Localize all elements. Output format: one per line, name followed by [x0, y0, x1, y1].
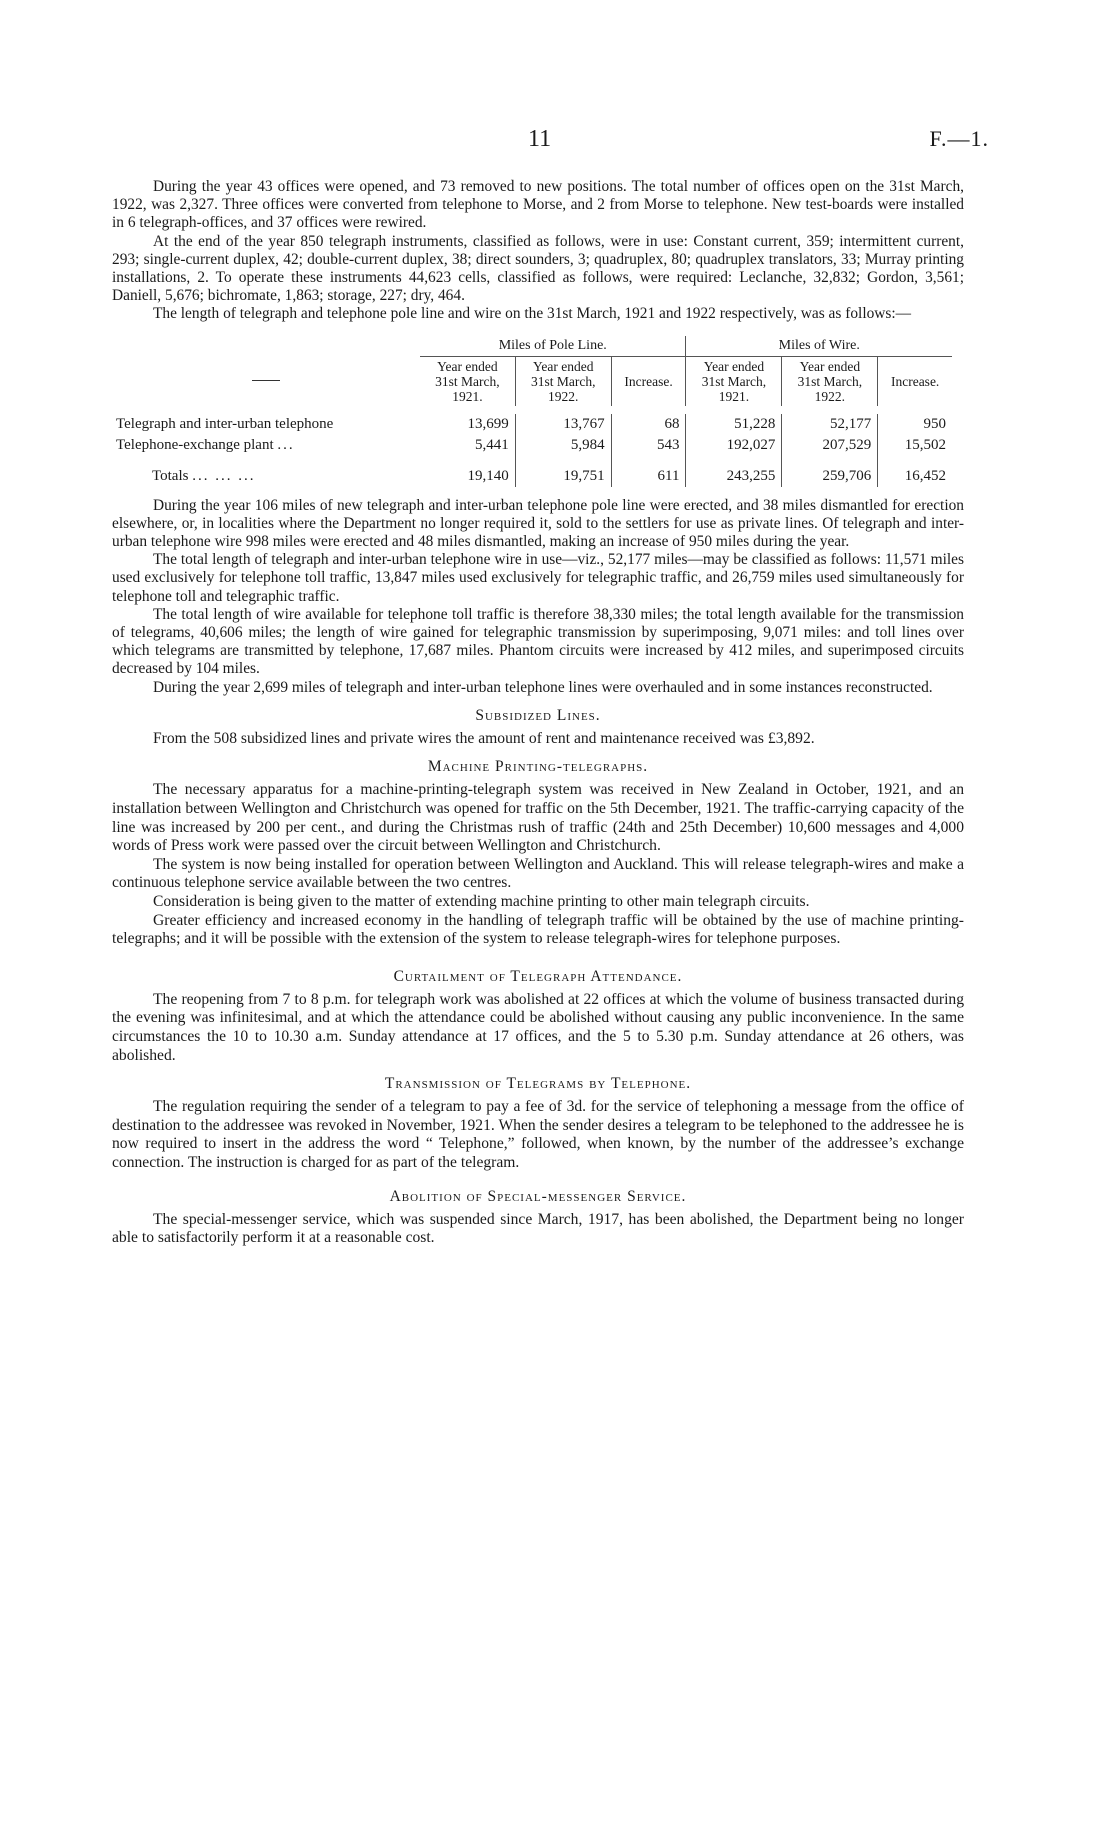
- totals-label: Totals ... ... ...: [152, 467, 256, 484]
- paragraph-new-lines: During the year 106 miles of new telegraph and inter-urban telephone pole line were erected, and 38 miles dismantled for erection elsewhere, or, in localities where the Department no longer required it, sold to the settlers for use as private lines. Of telegraph and inter-urban telephone wire 998 miles were erected and 48 miles dismantled, making an increase of 950 miles during the year.: [112, 496, 964, 551]
- table-row: [112, 435, 952, 456]
- paragraph-toll-traffic: The total length of wire available for telephone toll traffic is therefore 38,330 miles; the total length available for the transmission of telegrams, 40,606 miles; the length of wire gained for telegraphic transmission by superimposing, 9,071 miles: and toll lines over which telegrams are transmitted by telephone, 17,687 miles. Phantom circuits were increased by 412 miles, and superimposed circuits decreased by 104 miles.: [112, 605, 964, 678]
- row-label: Telephone-exchange plant ...: [116, 436, 295, 453]
- col-header-wire-1921: Year ended 31st March, 1921.: [686, 356, 782, 406]
- paragraph-machine-installation: The system is now being installed for operation between Wellington and Auckland. This will release telegraph-wires and make a continuous telephone service available between the two centres.: [112, 855, 964, 892]
- paragraph-overhauled: During the year 2,699 miles of telegraph and inter-urban telephone lines were overhauled and in some instances reconstructed.: [153, 678, 933, 696]
- row-label: Telegraph and inter-urban telephone: [116, 415, 334, 432]
- total-pole-1922: 19,751: [515, 456, 611, 487]
- page-header: [0, 126, 1114, 156]
- table-totals-row: [112, 456, 952, 487]
- group-header-pole-line: Miles of Pole Line.: [420, 336, 686, 357]
- paragraph-subsidized: From the 508 subsidized lines and private wires the amount of rent and maintenance received was £3,892.: [153, 729, 815, 747]
- document-code: F.—1.: [929, 126, 989, 151]
- cell-wire-1922: 52,177: [782, 414, 878, 435]
- heading-curtailment: Curtailment of Telegraph Attendance.: [393, 967, 683, 985]
- page-body: [112, 178, 964, 1248]
- pole-line-wire-table: [112, 336, 952, 487]
- heading-machine-printing: Machine Printing-telegraphs.: [427, 758, 649, 776]
- cell-wire-increase: 950: [923, 415, 946, 432]
- paragraph-machine-efficiency: Greater efficiency and increased economy in the handling of telegraph traffic will be obtained by the use of machine printing-telegraphs; and it will be possible with the extension of the system to release telegraph-wires for telephone purposes.: [112, 911, 964, 948]
- paragraph-abolition: The special-messenger service, which was suspended since March, 1917, has been abolished, the Department being no longer able to satisfactorily perform it at a reasonable cost.: [112, 1210, 964, 1247]
- total-wire-1921: 243,255: [686, 456, 782, 487]
- page-number: 11: [528, 126, 552, 152]
- col-header-pole-1922: Year ended 31st March, 1922.: [515, 356, 611, 406]
- paragraph-curtailment: The reopening from 7 to 8 p.m. for telegraph work was abolished at 22 offices at which the volume of business transacted during the evening was infinitesimal, and at which the attendance could be abolished without causing any public inconvenience. In the same circumstances the 10 to 10.30 a.m. Sunday attendance at 17 offices, and the 5 to 5.30 p.m. Sunday attendance at 26 others, was abolished.: [112, 990, 964, 1064]
- header-dash: [252, 380, 280, 381]
- col-header-pole-1921: Year ended 31st March, 1921.: [420, 356, 515, 406]
- heading-abolition: Abolition of Special-messenger Service.: [389, 1187, 687, 1205]
- cell-pole-increase: 68: [611, 414, 686, 435]
- paragraph-wire-classification: The total length of telegraph and inter-urban telephone wire in use—viz., 52,177 miles—may be classified as follows: 11,571 miles used exclusively for telephone toll traffic, 13,847 miles used exclusively for telegraphic traffic, and 26,759 miles used simultaneously for telephone toll and telegraphic traffic.: [112, 551, 964, 605]
- table-column-header-row: [112, 356, 952, 406]
- cell-wire-1921: 51,228: [686, 414, 782, 435]
- cell-pole-1921: 13,699: [420, 414, 515, 435]
- paragraph-length-intro: The length of telegraph and telephone pole line and wire on the 31st March, 1921 and 1922 respectively, was as follows:—: [153, 305, 912, 323]
- table-group-header-row: [112, 336, 952, 357]
- total-wire-1922: 259,706: [782, 456, 878, 487]
- cell-wire-1921: 192,027: [686, 435, 782, 456]
- paragraph-machine-consideration: Consideration is being given to the matter of extending machine printing to other main telegraph circuits.: [153, 893, 810, 911]
- cell-wire-increase: 15,502: [904, 436, 946, 453]
- table-row: [112, 414, 952, 435]
- paragraph-offices: During the year 43 offices were opened, and 73 removed to new positions. The total number of offices open on the 31st March, 1922, was 2,327. Three offices were converted from telephone to Morse, and 2 from Morse to telephone. New test-boards were installed in 6 telegraph-offices, and 37 offices were rewired.: [112, 178, 964, 232]
- paragraph-transmission: The regulation requiring the sender of a telegram to pay a fee of 3d. for the service of telephoning a message from the office of destination to the addressee was revoked in November, 1921. When the sender desires a telegram to be telephoned to the addressee he is now required to insert in the address the word “ Telephone,” followed, when known, by the number of the addressee’s exchange connection. The instruction is charged for as part of the telegram.: [112, 1098, 964, 1171]
- cell-wire-1922: 207,529: [782, 435, 878, 456]
- group-header-wire: Miles of Wire.: [686, 336, 952, 357]
- cell-pole-1921: 5,441: [420, 435, 515, 456]
- total-pole-increase: 611: [611, 456, 686, 487]
- total-pole-1921: 19,140: [420, 456, 515, 487]
- paragraph-machine-apparatus: The necessary apparatus for a machine-printing-telegraph system was received in New Zealand in October, 1921, and an installation between Wellington and Christchurch was opened for traffic on the 5th December, 1921. The traffic-carrying capacity of the line was increased by 200 per cent., and during the Christmas rush of traffic (24th and 25th December) 10,600 messages and 4,000 words of Press work were passed over the circuit between Wellington and Christchurch.: [112, 781, 964, 855]
- col-header-wire-1922: Year ended 31st March, 1922.: [782, 356, 878, 406]
- col-header-pole-increase: Increase.: [611, 356, 686, 406]
- col-header-wire-increase: Increase.: [890, 373, 940, 389]
- heading-subsidized-lines: Subsidized Lines.: [475, 706, 601, 724]
- cell-pole-increase: 543: [611, 435, 686, 456]
- cell-pole-1922: 5,984: [515, 435, 611, 456]
- cell-pole-1922: 13,767: [515, 414, 611, 435]
- total-wire-increase: 16,452: [904, 467, 946, 484]
- paragraph-instruments: At the end of the year 850 telegraph instruments, classified as follows, were in use: Constant current, 359; intermittent current, 293; single-current duplex, 42; double-current duplex, 38; direct sounders, 3; quadruplex, 80; quadruplex translators, 33; Murray printing installations, 2. To operate these instruments 44,623 cells, classified as follows, were required: Leclanche, 32,832; Gordon, 3,561; Daniell, 5,676; bichromate, 1,863; storage, 227; dry, 464.: [112, 232, 964, 305]
- heading-transmission: Transmission of Telegrams by Telephone.: [384, 1075, 692, 1093]
